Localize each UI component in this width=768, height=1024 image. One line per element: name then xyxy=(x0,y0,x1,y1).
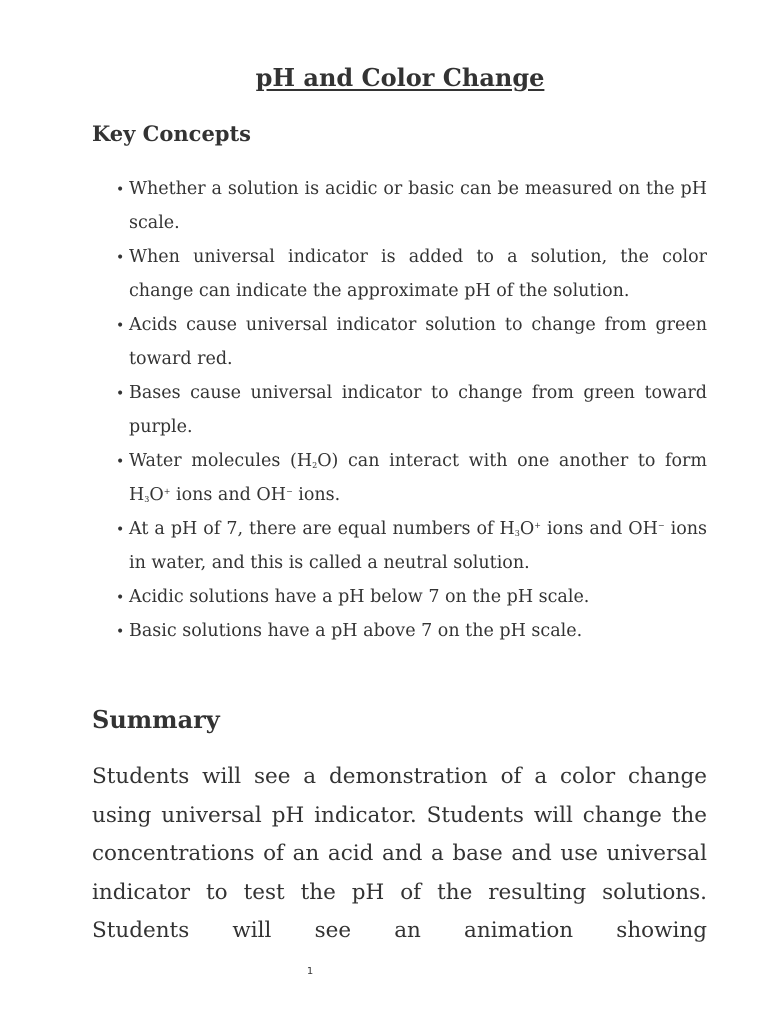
superscript: − xyxy=(657,521,665,530)
concept-text xyxy=(129,519,707,573)
bullet-icon: • xyxy=(116,386,125,402)
concept-text xyxy=(129,451,707,505)
concept-text: When universal indicator is added to a solution, the color change can indicate the approximate pH of the solution. xyxy=(129,247,707,301)
bullet-icon: • xyxy=(116,624,125,640)
page-number: 1 xyxy=(306,966,314,977)
text-fragment: O) can interact with one another to form H xyxy=(129,451,707,505)
subscript: 3 xyxy=(144,495,150,504)
bullet-icon: • xyxy=(116,454,125,470)
superscript: + xyxy=(534,521,541,530)
bullet-icon: • xyxy=(116,522,125,538)
text-fragment: ions and OH xyxy=(540,519,658,539)
text-fragment: O xyxy=(149,485,164,505)
concept-text: Whether a solution is acidic or basic can be measured on the pH scale. xyxy=(129,179,707,233)
summary-paragraph: Students will see a demonstration of a color change using universal pH indicator. Students will change the concentrations of an acid and a base and use universal indicator to test the pH of the resulting solutions. Students will see an animation showing xyxy=(92,764,707,943)
bullet-icon: • xyxy=(116,250,125,266)
list-item xyxy=(92,614,707,648)
list-item xyxy=(92,376,707,444)
list-item xyxy=(92,580,707,614)
superscript: + xyxy=(163,487,171,496)
concept-text: Acids cause universal indicator solution to change from green toward red. xyxy=(129,315,707,369)
list-item xyxy=(92,172,707,240)
text-fragment: Water molecules (H xyxy=(129,451,313,471)
key-concepts-heading: Key Concepts xyxy=(92,121,252,146)
superscript: − xyxy=(286,487,293,496)
bullet-icon: • xyxy=(116,318,125,334)
subscript: 3 xyxy=(514,529,520,538)
concept-text: Basic solutions have a pH above 7 on the pH scale. xyxy=(129,621,583,641)
text-fragment: ions and OH xyxy=(170,485,287,505)
text-fragment: At a pH of 7, there are equal numbers of H xyxy=(129,519,515,539)
bullet-icon: • xyxy=(116,590,125,606)
text-fragment: ions in water, and this is called a neutral solution. xyxy=(129,519,707,573)
list-item xyxy=(92,512,707,580)
document-title: pH and Color Change xyxy=(255,63,545,92)
list-item xyxy=(92,444,707,512)
list-item xyxy=(92,240,707,308)
summary-heading: Summary xyxy=(92,705,220,734)
subscript: 2 xyxy=(312,461,318,470)
text-fragment: O xyxy=(519,519,535,539)
bullet-icon: • xyxy=(116,182,125,198)
text-fragment: ions. xyxy=(292,485,341,505)
key-concepts-list xyxy=(92,172,707,648)
concept-text: Bases cause universal indicator to change from green toward purple. xyxy=(129,383,707,437)
concept-text: Acidic solutions have a pH below 7 on the pH scale. xyxy=(129,587,590,607)
list-item xyxy=(92,308,707,376)
